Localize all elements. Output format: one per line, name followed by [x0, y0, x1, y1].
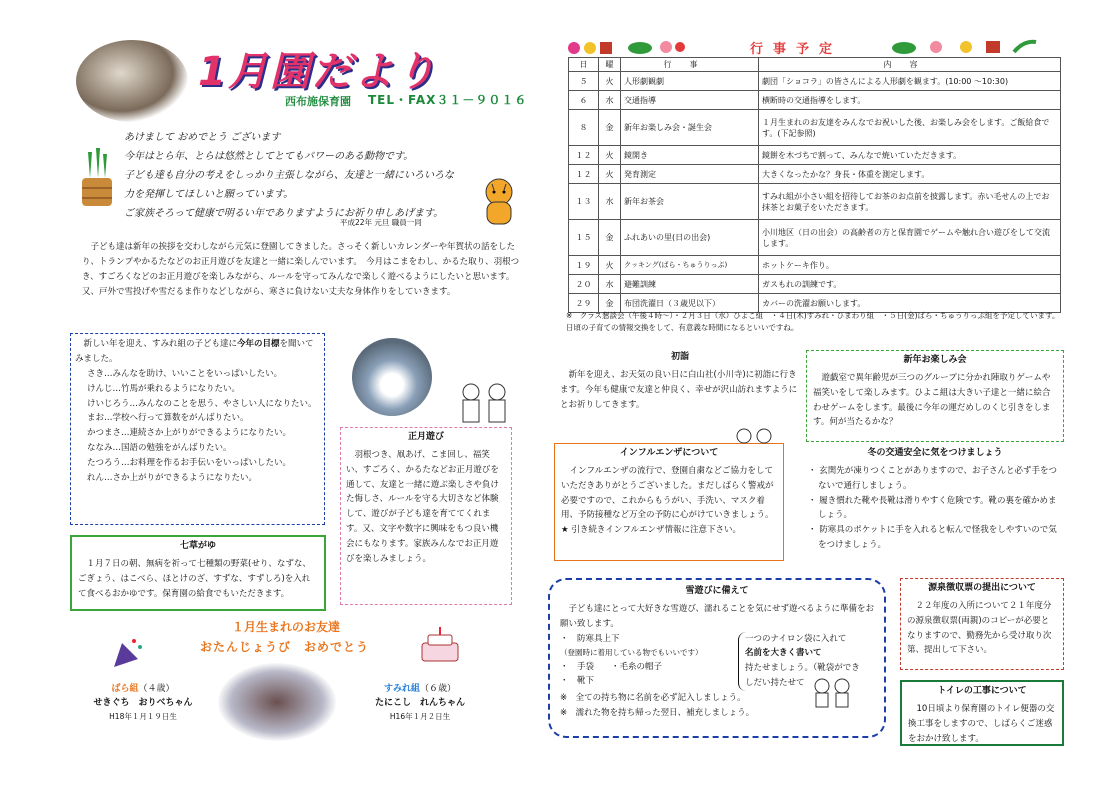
- snow-note: ※ 全ての持ち物に名前を必ず記入しましょう。: [560, 693, 746, 703]
- nanakusa-box: [70, 535, 326, 611]
- kids-illustration-icon: [455, 380, 517, 430]
- kid-class: ばら組: [111, 684, 139, 694]
- snow-title: 雪遊びに備えて: [685, 586, 749, 596]
- goal-item: けいじろう…みんなのことを思う、やさしい人になりたい。: [87, 398, 317, 409]
- row-desc: 小川地区（日の出会）の高齢者の方と保育園でゲームや触れ合い遊びをして交流します。: [759, 220, 1061, 256]
- kid-age: （６歳）: [420, 684, 457, 694]
- row-dow: 火: [599, 146, 621, 165]
- row-day: ８: [569, 110, 599, 146]
- row-dow: 水: [599, 91, 621, 110]
- snow-side-highlight: 名前を大きく書いて: [745, 648, 822, 659]
- row-dow: 金: [599, 294, 621, 313]
- table-row: [569, 220, 1061, 256]
- schedule-header: 行事予定: [750, 42, 843, 57]
- row-day: １３: [569, 184, 599, 220]
- row-event: クッキング(ばら・ちゅうりっぷ): [621, 256, 759, 275]
- newyear-party-box: [806, 350, 1064, 442]
- children-snow-icon: [808, 676, 858, 710]
- hatsumode-box: [560, 350, 800, 412]
- goal-item: たつろう…お料理を作るお手伝いをいっぱいしたい。: [87, 458, 292, 468]
- row-desc: 横断時の交通指導をします。: [759, 91, 1061, 110]
- snow-side-text: 一つのナイロン袋に入れて: [745, 633, 847, 644]
- row-day: ５: [569, 72, 599, 91]
- row-dow: 水: [599, 184, 621, 220]
- greeting-line: 力を発揮してほしいと願っています。: [124, 189, 294, 200]
- snow-intro: 子ども達にとって大好きな雪遊び、濡れることを気にせず遊べるように準備をお願い致します。: [560, 603, 874, 629]
- row-desc: 大きくなったかな？身長・体重を測定します。: [759, 165, 1061, 184]
- row-day: １２: [569, 146, 599, 165]
- intro-paragraph: 子ども達は新年の挨拶を交わしながら元気に登園してきました。さっそく新しいカレンダーや年賀状の話をしたり、トランプやかるたなどのお正月遊びを友達と一緒に楽しんでいます。 今月はこまをわし、かるた取り、羽根つき、すごろくなどのお正月遊びを楽しみながら、ルールを守ってみんなで楽しく遊べるようにしたいと思います。又、戸外で雪投げや雪だるま作りなどしながら、寒さに負けない丈夫な身体作りをしていきます。: [82, 242, 520, 297]
- row-event: 交通指導: [621, 91, 759, 110]
- influenza-note: ★ 引き続きインフルエンザ情報に注意下さい。: [561, 525, 741, 536]
- snow-box: [548, 578, 886, 738]
- goals-intro: [75, 337, 320, 367]
- traffic-title: 冬の交通安全に気をつけましょう: [867, 448, 1003, 458]
- newyear-party-body: 遊戯室で異年齢児が三つのグループに分かれ陣取りゲームや福笑いをして楽しみます。ひよこ組は大きい子達と一緒に絵合わせゲームをします。最後に今年の運だめしのくじ引きをします。何が当たるかな？: [813, 372, 1051, 428]
- kid-class: すみれ組: [383, 684, 420, 694]
- row-desc: 劇団「ショコラ」の皆さんによる人形劇を観ます。(10:00 ～10:30): [759, 72, 1061, 91]
- school-name: 西布施保育園: [285, 95, 351, 108]
- table-row: [569, 165, 1061, 184]
- birthday-title: １月生まれのお友達: [232, 620, 341, 634]
- kids-snow-photo: [218, 663, 336, 741]
- row-event: 発育測定: [621, 165, 759, 184]
- nanakusa-title: 七草がゆ: [179, 541, 216, 551]
- goal-item: けんじ…竹馬が乗れるようになりたい。: [87, 383, 241, 394]
- snow-side-text: 持たせましょう。（靴袋ができしだい持たせて: [745, 663, 860, 689]
- influenza-title: インフルエンザについて: [619, 448, 719, 458]
- pine-icon: [626, 38, 686, 56]
- table-row: [569, 146, 1061, 165]
- traffic-item-text: 防寒具のポケットに手を入れると転んで怪我をしやすいので気をつけましょう。: [818, 525, 1057, 551]
- row-desc: カバーの洗濯お願いします。: [759, 294, 1061, 313]
- snow-item: （登園時に着用している物でもいいです）: [560, 648, 703, 658]
- row-day: ２０: [569, 275, 599, 294]
- greeting-line: 今年はとら年、とらは悠然としてとてもパワーのある動物です。: [124, 151, 414, 162]
- goal-item: かつまさ…連続さか上がりができるようになりたい。: [87, 428, 292, 439]
- table-row: [569, 72, 1061, 91]
- goal-item: れん…さか上がりができるようになりたい。: [87, 472, 258, 483]
- certificate-box: [900, 578, 1064, 670]
- row-event: 避難訓練: [621, 275, 759, 294]
- column-header: 日: [569, 58, 599, 72]
- snow-item: ・ 手袋 ・毛糸の帽子: [560, 661, 663, 672]
- snowman-photo: [352, 338, 432, 416]
- traffic-item-text: 履き慣れた靴や長靴は滑りやすく危険です。靴の裏を確かめましょう。: [818, 495, 1057, 521]
- row-dow: 火: [599, 165, 621, 184]
- table-row: [569, 275, 1061, 294]
- row-desc: 鏡餅を木づちで割って、みんなで焼いていただきます。: [759, 146, 1061, 165]
- table-row: [569, 110, 1061, 146]
- table-row: [569, 91, 1061, 110]
- header-photo: [76, 40, 188, 122]
- kid-name: たにこし れんちゃん: [374, 698, 465, 709]
- goals-box: [70, 333, 325, 525]
- nanakusa-body: １月７日の朝、無病を祈って七種類の野菜(せり、なずな、ごぎょう、はこべら、ほとけのざ、すずな、すずしろ)を入れて食べるおかゆです。保育園の給食でもいただきます。: [78, 558, 311, 599]
- greeting-line: ご家族そろって健康で明るい年でありますようにお祈り申しあげます。: [124, 208, 444, 219]
- row-day: １５: [569, 220, 599, 256]
- traffic-item: ・ 玄関先が凍りつくことがありますので、お子さんと必ず手をつないで通行しましょう。: [808, 465, 1058, 491]
- row-event: 新年お楽しみ会・誕生会: [621, 110, 759, 146]
- row-event: 人形劇観劇: [621, 72, 759, 91]
- certificate-body: ２２年度の入所について２１年度分の源泉徴収票(両親)のコピーが必要となりますので、勤務先から受け取り次第、提出して下さい。: [907, 600, 1052, 656]
- shogatsu-title: 正月遊び: [407, 432, 444, 442]
- row-event: ふれあいの里(日の出会): [621, 220, 759, 256]
- tiger-icon: [478, 176, 520, 228]
- goals-highlight: 今年の目標: [237, 339, 280, 349]
- certificate-title: 源泉徴収票の提出について: [928, 583, 1036, 593]
- row-day: ２９: [569, 294, 599, 313]
- row-day: １９: [569, 256, 599, 275]
- new-year-ornaments-icon: [566, 38, 616, 58]
- greeting-line: 子ども達も自分の考えをしっかり主張しながら、友達と一緒にいろいろな: [124, 170, 454, 181]
- row-desc: １月生まれのお友達をみんなでお祝いした後、お楽しみ会をします。ご飯給食です。(下記参照): [759, 110, 1061, 146]
- schedule-header-row: [569, 58, 1061, 72]
- row-desc: ホットケーキ作り。: [759, 256, 1061, 275]
- hatsumode-body: 新年を迎え、お天気の良い日に白山社(小川寺)に初詣に行きます。今年も健康で友達と仲良く、幸せが沢山訪れますようにとお祈りしてきます。: [560, 369, 798, 410]
- schedule-note: ※ クラス懇談会（午後４時～）・２月３日（水）ひよこ組 ・４日(木)すみれ・ひまわり組 ・５日(金)ばら・ちゅうりっぷ組を予定しています。日頃の子育ての情報交換をして、有意義な時間になるといいですね。: [566, 311, 1060, 332]
- snow-item: ・ 靴下: [560, 676, 595, 687]
- row-dow: 水: [599, 275, 621, 294]
- table-row: [569, 256, 1061, 275]
- row-dow: 火: [599, 72, 621, 91]
- row-event: 新年お茶会: [621, 184, 759, 220]
- row-day: １２: [569, 165, 599, 184]
- kid-name: せきぐち おりべちゃん: [93, 698, 193, 709]
- row-dow: 金: [599, 110, 621, 146]
- birthday-kid-sumire: [350, 682, 490, 723]
- kid-date: H18年１月１９日生: [109, 711, 177, 721]
- greeting-line: あけまして おめでとう ございます: [124, 132, 281, 143]
- shogatsu-body: 羽根つき、凧あげ、こま回し、福笑い、すごろく、かるたなどお正月遊びを通して、友達と一緒に遊ぶ楽しさや負けた悔しさ、ルールを守る大切さなど体験して、遊びが子ども達を育ててくれます。又、文字や数字に興味をもつ良い機会にもなります。家族みんなでお正月遊びを楽しみましょう。: [346, 449, 499, 564]
- goals-intro-text: 新しい年を迎え、すみれ組の子ども達に: [83, 339, 238, 349]
- traffic-item: ・ 防寒具のポケットに手を入れると転んで怪我をしやすいので気をつけましょう。: [808, 525, 1057, 551]
- row-day: ６: [569, 91, 599, 110]
- birthday-subtitle: おたんじょうび おめでとう: [200, 640, 370, 654]
- influenza-box: [554, 443, 784, 561]
- snow-note: ※ 濡れた物を持ち帰った翌日、補充しましょう。: [560, 707, 755, 718]
- newyear-party-title: 新年お楽しみ会: [903, 355, 967, 365]
- cake-icon: [418, 625, 462, 665]
- row-event: 布団洗濯日（３歳児以下）: [621, 294, 759, 313]
- hatsumode-title: 初詣: [670, 352, 689, 362]
- kid-date: H16年１月２日生: [389, 711, 451, 721]
- toilet-box: [900, 680, 1064, 746]
- greeting: [124, 128, 494, 223]
- school-phone: TEL・FAX３１－９０１６: [368, 93, 528, 107]
- shogatsu-box: [340, 427, 512, 605]
- table-row: [569, 184, 1061, 220]
- column-header: 行事: [621, 58, 759, 72]
- row-desc: ガスもれの訓練です。: [759, 275, 1061, 294]
- column-header: 内容: [759, 58, 1061, 72]
- signature: 平成22年 元旦 職員一同: [340, 218, 422, 227]
- kid-age: （４歳）: [138, 684, 175, 694]
- influenza-body: インフルエンザの流行で、登園自粛などご協力をしていただきありがとうございました。まだしばらく警戒が必要ですので、これからもうがい、手洗い、マスク着用、予防接種など万全の予防に心がけていきましょう。: [561, 465, 774, 521]
- goal-item: ななみ…国語の勉強をがんばりたい。: [87, 443, 232, 454]
- pine-icon: [890, 38, 1040, 56]
- goals-intro-text: を聞いてみました。: [75, 339, 314, 364]
- newsletter-title: 1月園だより: [198, 49, 438, 95]
- traffic-item: ・ 履き慣れた靴や長靴は滑りやすく危険です。靴の裏を確かめましょう。: [808, 495, 1057, 521]
- row-dow: 金: [599, 220, 621, 256]
- column-header: 曜: [599, 58, 621, 72]
- traffic-item-text: 玄関先が凍りつくことがありますので、お子さんと必ず手をつないで通行しましょう。: [818, 465, 1058, 491]
- row-dow: 火: [599, 256, 621, 275]
- toilet-body: 10日頃より保育園のトイレ便器の交換工事をしますので、しばらくご迷惑をおかけ致します。: [908, 703, 1055, 744]
- party-popper-icon: [110, 635, 146, 671]
- goal-item: さき…みんなを助け、いいことをいっぱいしたい。: [87, 368, 283, 379]
- row-event: 鏡開き: [621, 146, 759, 165]
- row-desc: すみれ組が小さい組を招待してお茶のお点前を披露します。赤い毛せんの上でお抹茶とお菓子をいただきます。: [759, 184, 1061, 220]
- toilet-title: トイレの工事について: [937, 686, 1027, 696]
- schedule-table: [568, 57, 1061, 313]
- snow-item: ・ 防寒具上下: [560, 633, 620, 644]
- birthday-kid-bara: [78, 682, 208, 723]
- traffic-box: [806, 446, 1064, 553]
- children-icon: [732, 426, 782, 450]
- goal-item: まお…学校へ行って算数をがんばりたい。: [87, 413, 249, 424]
- kadomatsu-icon: [76, 148, 116, 210]
